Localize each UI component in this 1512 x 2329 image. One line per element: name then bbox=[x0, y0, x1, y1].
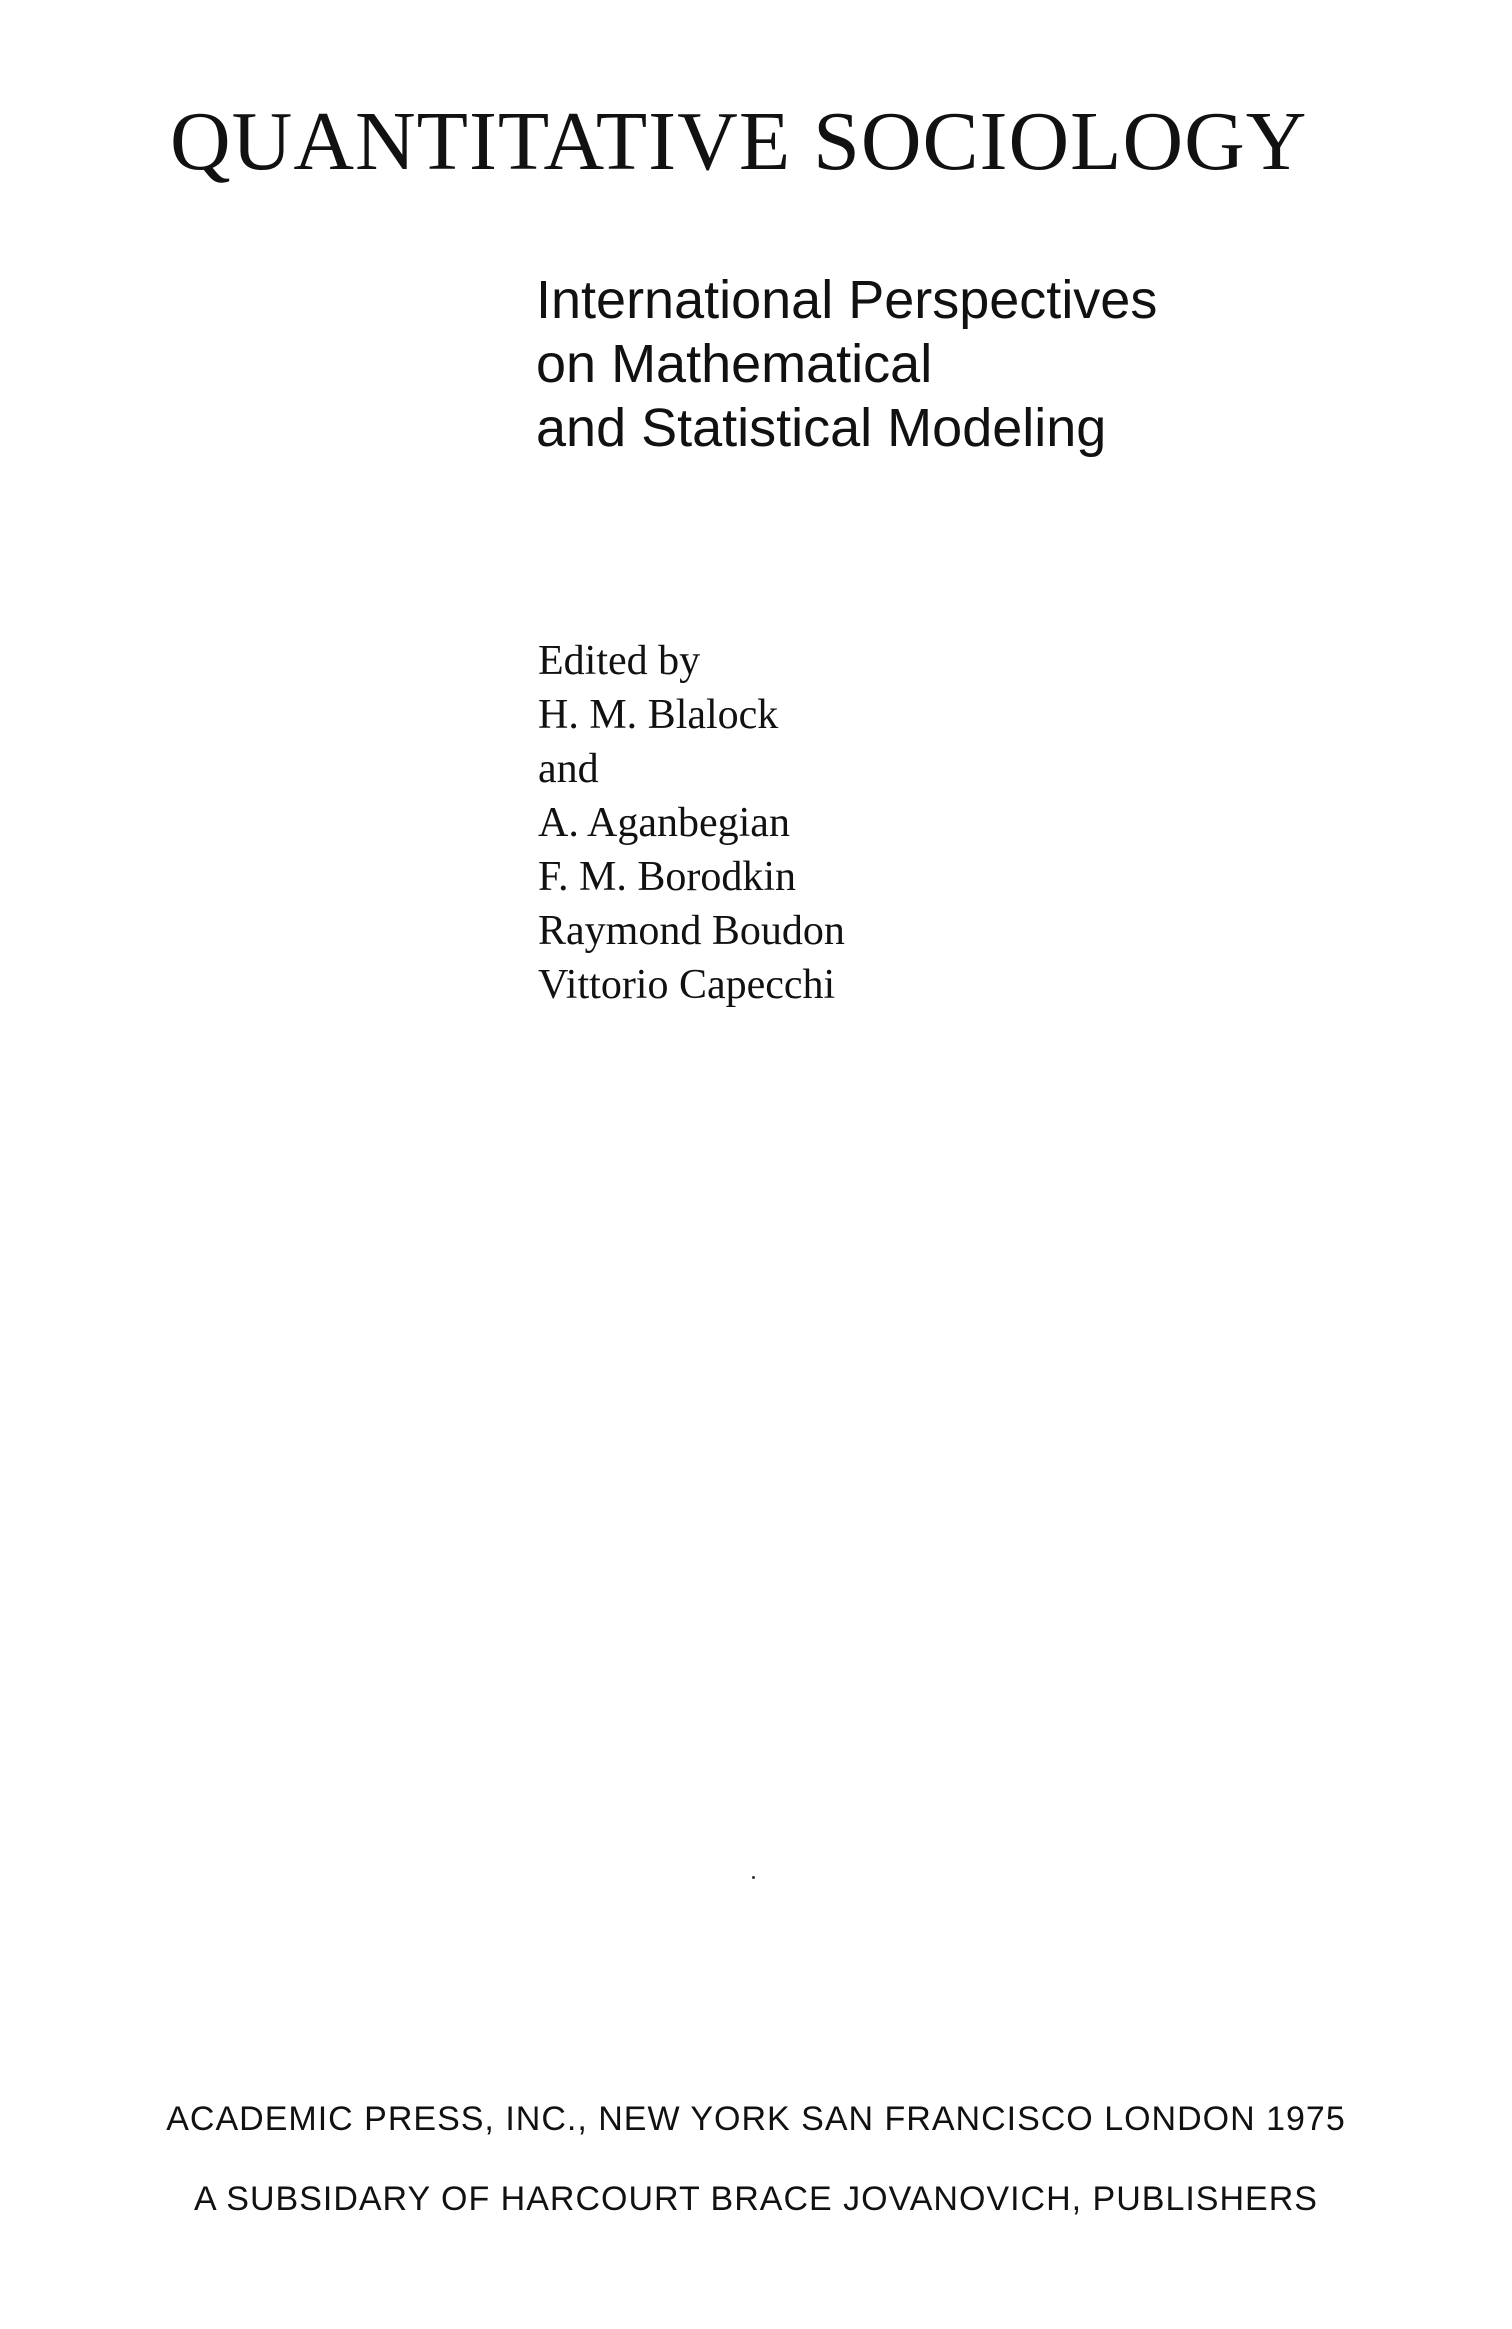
editor-name: Raymond Boudon bbox=[538, 908, 845, 954]
print-speck bbox=[752, 1876, 755, 1879]
editor-name: F. M. Borodkin bbox=[538, 854, 797, 900]
edited-by-label: Edited by bbox=[538, 638, 701, 684]
book-title: QUANTITATIVE SOCIOLOGY bbox=[170, 95, 1308, 188]
subtitle-line: and Statistical Modeling bbox=[536, 398, 1107, 458]
publisher-imprint: ACADEMIC PRESS, INC., NEW YORK SAN FRANCISCO LONDON 1975 bbox=[166, 2100, 1346, 2138]
editor-conjunction: and bbox=[538, 746, 599, 792]
book-subtitle bbox=[536, 268, 1336, 460]
editor-name: H. M. Blalock bbox=[538, 692, 779, 738]
subtitle-line: on Mathematical bbox=[536, 334, 933, 394]
editors-block bbox=[538, 634, 1238, 1012]
subtitle-line: International Perspectives bbox=[536, 270, 1158, 330]
editor-name: Vittorio Capecchi bbox=[538, 962, 836, 1008]
publisher-subsidiary: A SUBSIDARY OF HARCOURT BRACE JOVANOVICH, PUBLISHERS bbox=[194, 2180, 1318, 2218]
editor-name: A. Aganbegian bbox=[538, 800, 790, 846]
